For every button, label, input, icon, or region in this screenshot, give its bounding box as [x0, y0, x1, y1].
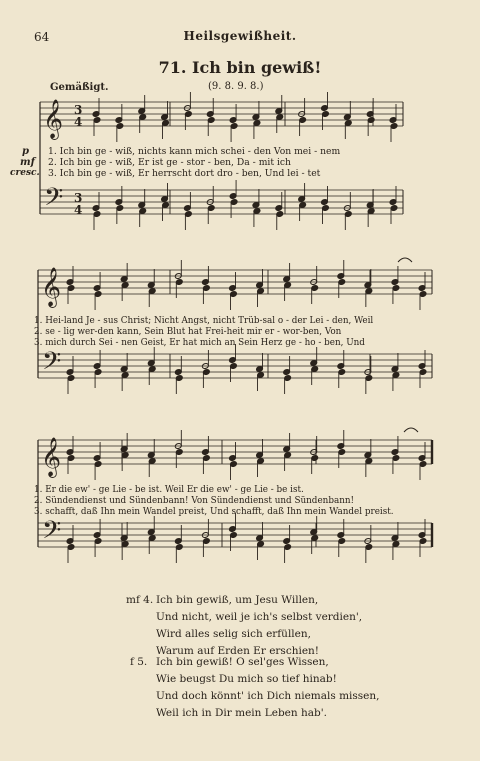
stanza-line: Weil ich in Dir mein Leben hab'. — [156, 707, 327, 719]
stanza-line: Und doch könnt' ich Dich niemals missen, — [156, 690, 380, 702]
stanza-5 — [156, 654, 379, 722]
bass-clef: 𝄢 — [42, 516, 62, 551]
dynamic-mark-1: p — [22, 146, 29, 157]
meter-marking: (9. 8. 9. 8.) — [208, 81, 264, 92]
stanza-line: Und nicht, weil je ich's selbst verdien', — [156, 611, 363, 623]
time-signature: 3 — [74, 191, 83, 205]
stanza-line: Wie beugst Du mich so tief hinab! — [156, 673, 337, 685]
time-signature: 3 — [74, 103, 83, 117]
stanza-line: Warum auf Erden Er erschien! — [156, 645, 320, 657]
lyric-line: 2. Sündendienst und Sündenbann! Von Sündendienst und Sündenbann! — [34, 496, 355, 506]
lyric-line: 1. Ich bin ge - wiß, nichts kann mich schei - den Von mei - nem — [48, 146, 341, 157]
lyric-line: 2. Ich bin ge - wiß, Er ist ge - stor - ben, Da - mit ich — [48, 157, 291, 168]
lyric-line: 3. mich durch Sei - nen Geist, Er hat mich an Sein Herz ge - ho - ben, Und — [34, 338, 365, 348]
lyric-line: 3. Ich bin ge - wiß, Er herrscht dort dro - ben, Und lei - tet — [48, 168, 321, 179]
dynamic-mark-2: mf — [20, 157, 35, 168]
lyric-line: 1. Hei-land Je - sus Christ; Nicht Angst, nicht Trüb-sal o - der Lei - den, Weil — [34, 316, 374, 326]
time-signature: 4 — [74, 203, 83, 217]
dynamic-mark-3: cresc. — [10, 168, 40, 178]
bass-clef: 𝄢 — [44, 183, 64, 218]
stanza-label: mf 4. — [126, 594, 154, 606]
stanza-label: f 5. — [130, 656, 148, 668]
lyric-line: 1. Er die ew' - ge Lie - be ist. Weil Er die ew' - ge Lie - be ist. — [34, 485, 304, 495]
stanza-line: Ich bin gewiß, um Jesu Willen, — [156, 594, 319, 606]
treble-clef: 𝄞 — [41, 437, 62, 477]
stanza-4 — [156, 592, 362, 660]
stanza-line: Ich bin gewiß! O sel'ges Wissen, — [156, 656, 329, 668]
hymn-title: 71. Ich bin gewiß! — [158, 58, 322, 77]
stanza-line: Wird alles selig sich erfüllen, — [156, 628, 311, 640]
lyric-line: 3. schafft, daß Ihn mein Wandel preist, Und schafft, daß Ihn mein Wandel preist. — [34, 507, 394, 517]
fermata — [404, 428, 418, 432]
running-head: Heilsgewißheit. — [183, 29, 297, 43]
lyric-line: 2. se - lig wer-den kann, Sein Blut hat Frei-heit mir er - wor-ben, Von — [34, 327, 342, 337]
fermata — [398, 258, 412, 262]
page-number: 64 — [34, 30, 50, 44]
tempo-marking: Gemäßigt. — [50, 82, 109, 93]
time-signature: 4 — [74, 115, 83, 129]
treble-clef: 𝄞 — [41, 267, 62, 307]
bass-clef: 𝄢 — [42, 347, 62, 382]
treble-clef: 𝄞 — [43, 99, 64, 139]
